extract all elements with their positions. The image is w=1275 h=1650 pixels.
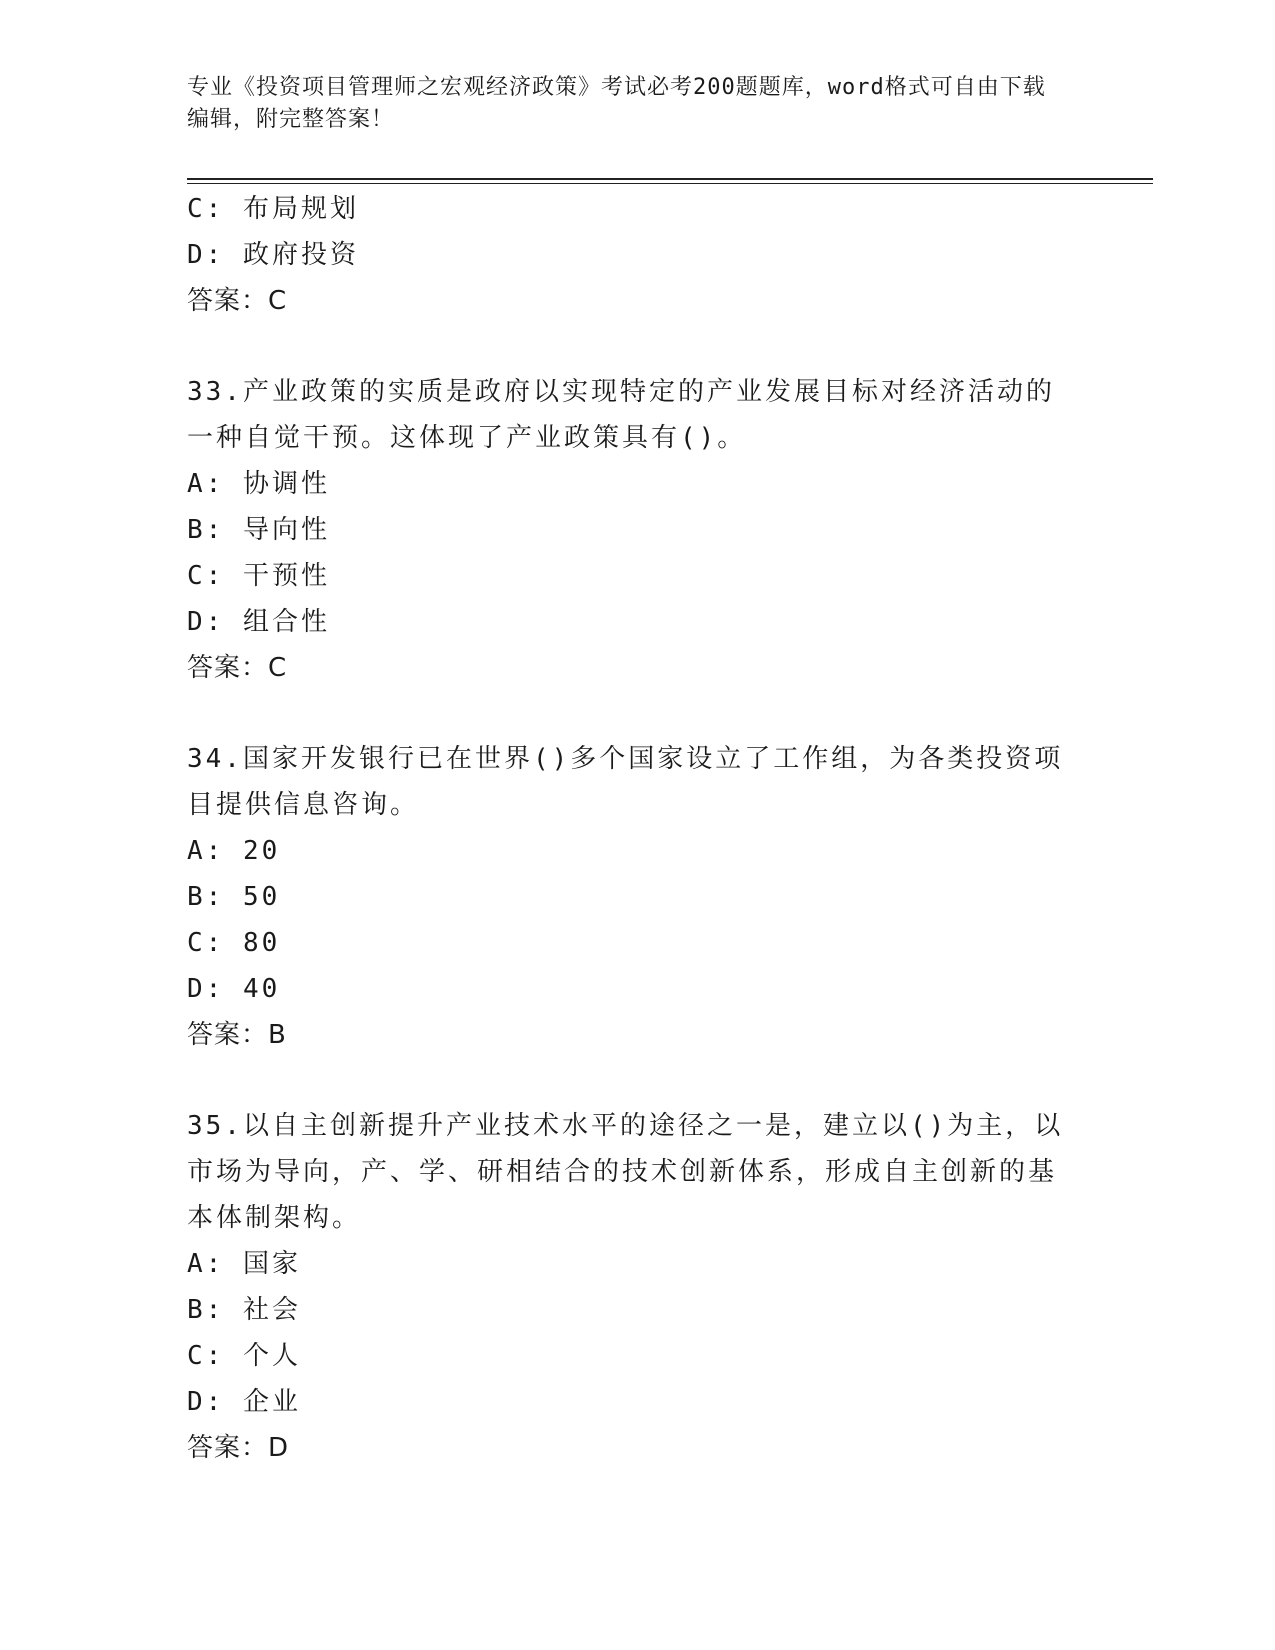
option-b: B: 导向性 xyxy=(187,515,330,545)
option-c: C: 个人 xyxy=(187,1341,301,1371)
option-d: D: 企业 xyxy=(187,1387,301,1417)
document-body xyxy=(187,186,1077,1471)
option-a: A: 协调性 xyxy=(187,469,330,499)
option-b: B: 社会 xyxy=(187,1295,301,1325)
page-header: 专业《投资项目管理师之宏观经济政策》考试必考200题题库，word格式可自由下载编辑，附完整答案！ xyxy=(187,75,1046,132)
option-c: C: 布局规划 xyxy=(187,194,359,224)
answer: 答案：C xyxy=(187,286,288,316)
question-35 xyxy=(187,1103,1077,1471)
option-a: A: 国家 xyxy=(187,1249,301,1279)
option-c: C: 80 xyxy=(187,928,281,958)
question-text: 35.以自主创新提升产业技术水平的途径之一是，建立以()为主，以市场为导向，产、学、研相结合的技术创新体系，形成自主创新的基本体制架构。 xyxy=(187,1111,1064,1233)
option-a: A: 20 xyxy=(187,836,281,866)
option-d: D: 政府投资 xyxy=(187,240,359,270)
answer: 答案：C xyxy=(187,653,288,683)
option-c: C: 干预性 xyxy=(187,561,330,591)
question-33 xyxy=(187,369,1077,691)
answer: 答案：D xyxy=(187,1433,290,1463)
continued-question xyxy=(187,186,1077,324)
option-d: D: 组合性 xyxy=(187,607,330,637)
header-divider xyxy=(187,178,1153,184)
question-text: 33.产业政策的实质是政府以实现特定的产业发展目标对经济活动的一种自觉干预。这体现了产业政策具有()。 xyxy=(187,377,1055,453)
option-b: B: 50 xyxy=(187,882,281,912)
question-text: 34.国家开发银行已在世界()多个国家设立了工作组，为各类投资项目提供信息咨询。 xyxy=(187,744,1064,820)
question-34 xyxy=(187,736,1077,1058)
option-d: D: 40 xyxy=(187,974,281,1004)
answer: 答案：B xyxy=(187,1020,287,1050)
